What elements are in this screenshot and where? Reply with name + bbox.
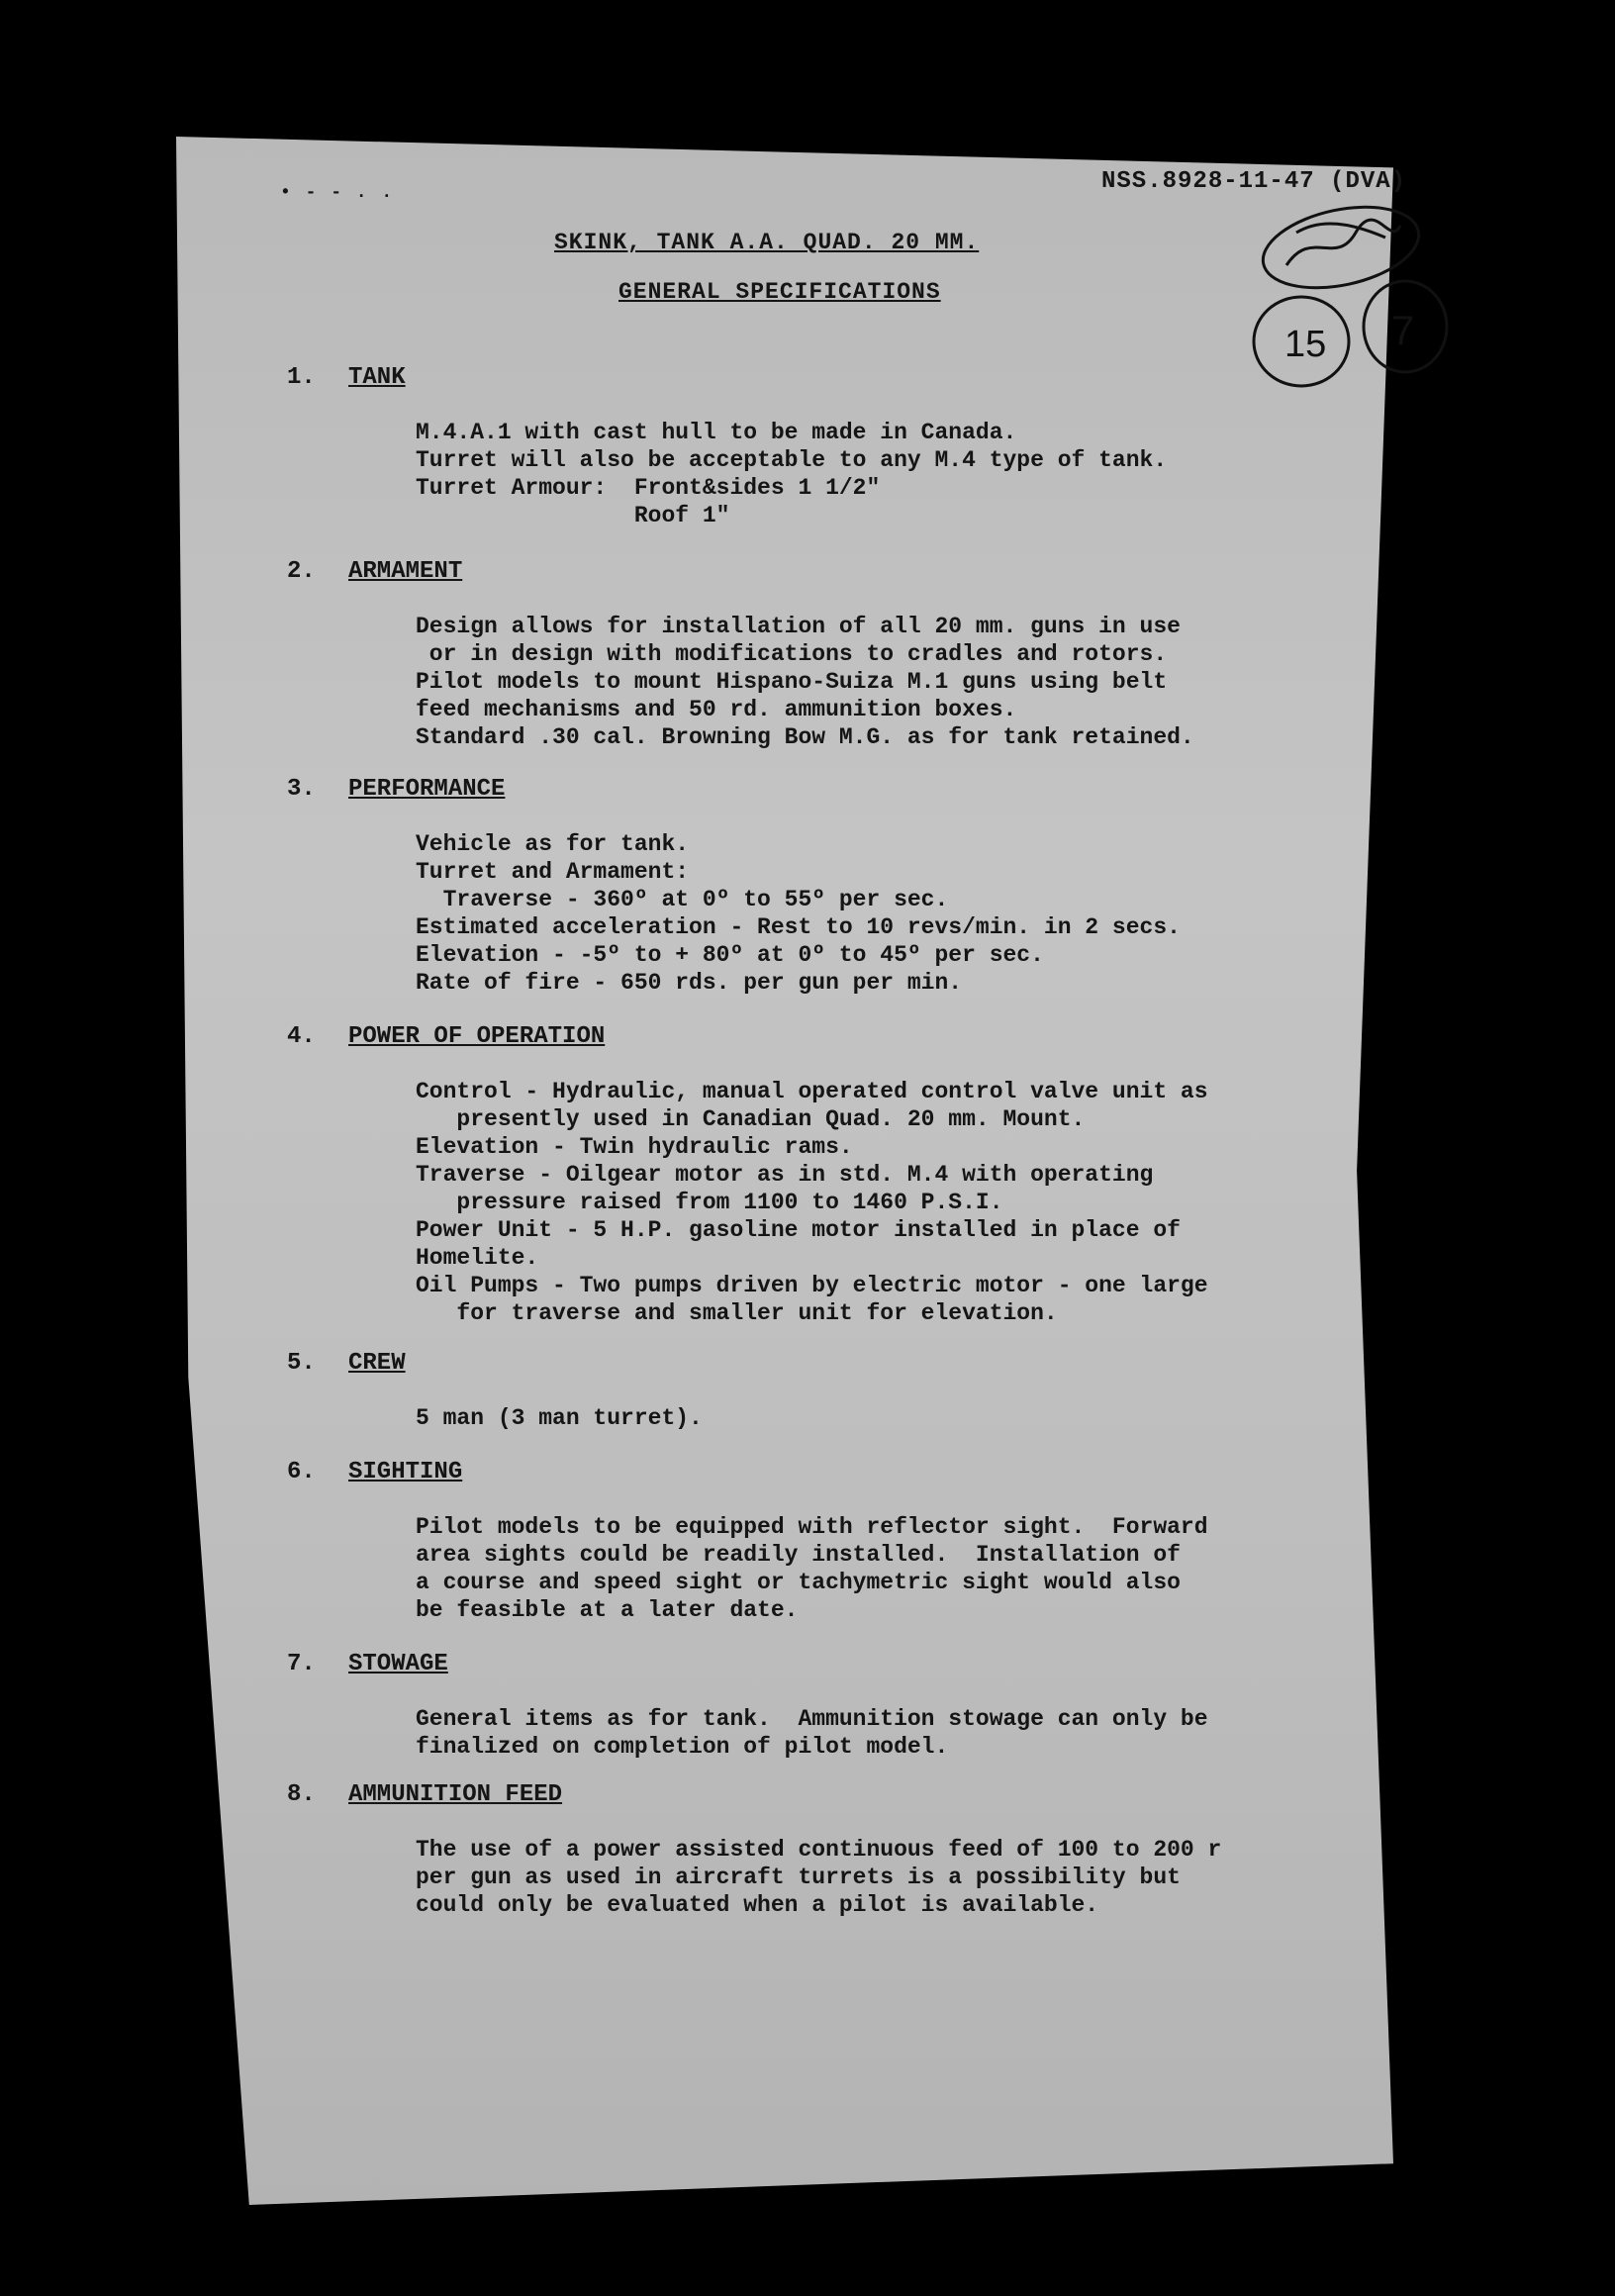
document-title: SKINK, TANK A.A. QUAD. 20 MM. <box>554 230 980 255</box>
section-number: 2. <box>287 558 316 585</box>
section-heading <box>287 1459 1395 1485</box>
section-title: SIGHTING <box>348 1459 463 1485</box>
section-title: TANK <box>348 364 406 391</box>
section-body: Vehicle as for tank. Turret and Armament: Traverse - 360º at 0º to 55º per sec. Estimated acceleration - Rest to 10 revs/min. in 2 secs. Elevation - -5º to + 80º at 0º to 45º per sec. Rate of fire - 650 rds. per gun per min. <box>416 831 1181 996</box>
section-number: 6. <box>287 1459 316 1485</box>
section-title: POWER OF OPERATION <box>348 1023 606 1050</box>
section-body: Pilot models to be equipped with reflector sight. Forward area sights could be readily installed. Installation of a course and speed sight or tachymetric sight would also be feasible at a later date. <box>416 1514 1208 1623</box>
section-power-of-operation <box>287 1023 1395 1327</box>
section-stowage <box>287 1651 1395 1761</box>
corner-marks: • - - . . <box>280 183 395 203</box>
section-body: General items as for tank. Ammunition stowage can only be finalized on completion of pilot model. <box>416 1706 1208 1760</box>
section-heading <box>287 1350 1395 1377</box>
document-subtitle: GENERAL SPECIFICATIONS <box>618 279 941 305</box>
section-number: 1. <box>287 364 316 391</box>
scribble-mark <box>1256 194 1426 301</box>
section-heading <box>287 1781 1395 1808</box>
section-sighting <box>287 1459 1395 1624</box>
section-title: PERFORMANCE <box>348 776 506 803</box>
svg-text:15: 15 <box>1284 324 1327 365</box>
section-title: STOWAGE <box>348 1651 448 1677</box>
circled-number-7 <box>1364 281 1447 372</box>
section-title: AMMUNITION FEED <box>348 1781 563 1808</box>
section-tank <box>287 364 1395 529</box>
section-body: The use of a power assisted continuous feed of 100 to 200 r per gun as used in aircraft turrets is a possibility but could only be evaluated when a pilot is available. <box>416 1837 1222 1918</box>
section-heading <box>287 1651 1395 1677</box>
section-heading <box>287 558 1395 585</box>
section-heading <box>287 776 1395 803</box>
section-body: Design allows for installation of all 20 mm. guns in use or in design with modifications to cradles and rotors. Pilot models to mount Hispano-Suiza M.1 guns using belt feed mechanisms and 50 rd. ammunition boxes. Standard .30 cal. Browning Bow M.G. as for tank retained. <box>416 614 1194 750</box>
section-heading <box>287 364 1395 391</box>
section-armament <box>287 558 1395 751</box>
section-performance <box>287 776 1395 997</box>
section-number: 5. <box>287 1350 316 1377</box>
section-number: 4. <box>287 1023 316 1050</box>
section-heading <box>287 1023 1395 1050</box>
section-number: 3. <box>287 776 316 803</box>
section-crew <box>287 1350 1395 1432</box>
section-body: 5 man (3 man turret). <box>416 1405 703 1431</box>
document-reference: NSS.8928-11-47 (DVA) <box>1101 168 1407 195</box>
section-number: 8. <box>287 1781 316 1808</box>
section-title: ARMAMENT <box>348 558 463 585</box>
section-number: 7. <box>287 1651 316 1677</box>
section-body: M.4.A.1 with cast hull to be made in Canada. Turret will also be acceptable to any M.4 type of tank. Turret Armour: Front&sides 1 1/2" Roof 1" <box>416 420 1168 528</box>
svg-text:7: 7 <box>1391 307 1415 353</box>
section-ammunition-feed <box>287 1781 1395 1919</box>
section-title: CREW <box>348 1350 406 1377</box>
section-body: Control - Hydraulic, manual operated control valve unit as presently used in Canadian Quad. 20 mm. Mount. Elevation - Twin hydraulic rams. Traverse - Oilgear motor as in std. M.4 with operating pressure raised from 1100 to 1460 P.S.I. Power Unit - 5 H.P. gasoline motor installed in place of Homelite. Oil Pumps - Two pumps driven by electric motor - one large for traverse and smaller unit for elevation. <box>416 1079 1208 1326</box>
